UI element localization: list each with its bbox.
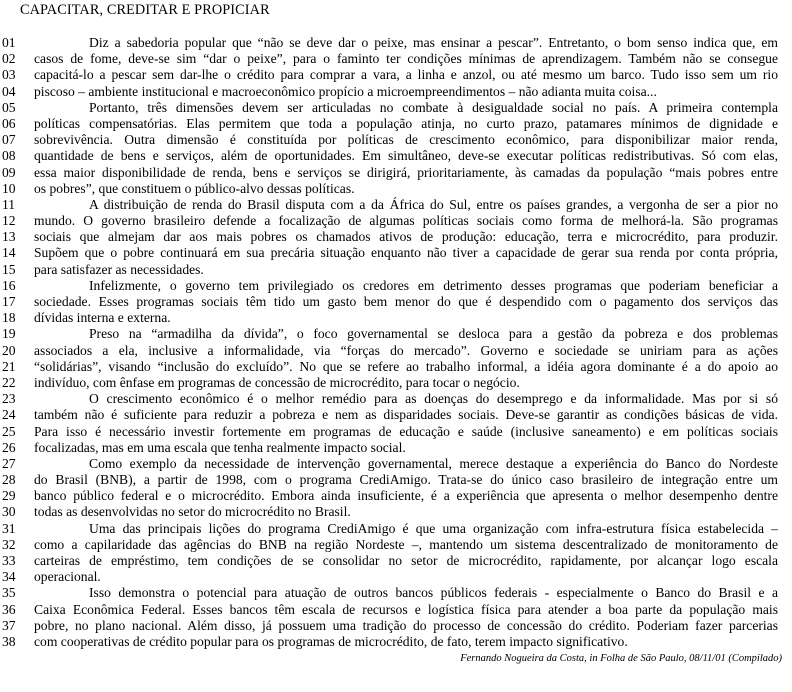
line-number: 36: [2, 601, 16, 617]
line-text: dívidas interna e externa.: [34, 310, 171, 326]
line-text: Supõem que o pobre continuará em sua precária situação enquanto não tiver a capacidade de gerar sua renda por conta própria,: [34, 245, 778, 261]
line-text: Infelizmente, o governo tem privilegiado os credores em detrimento desses programas que poderiam beneficiar a: [89, 277, 778, 293]
text-line: [0, 521, 792, 537]
line-text: sociais que almejam dar aos mais pobres os chamados ativos de produção: educação, terra e microcrédito, para produzir.: [34, 229, 778, 245]
line-text: com cooperativas de crédito popular para os programas de microcrédito, de fato, terem impacto significativo.: [34, 633, 628, 649]
text-line: [0, 424, 792, 440]
line-number: 24: [2, 407, 16, 423]
text-line: [0, 116, 792, 132]
text-line: [0, 294, 792, 310]
text-line: [0, 229, 792, 245]
line-text: Caixa Econômica Federal. Esses bancos têm escala de recursos e logística física para atender a boa parte da população mais: [34, 601, 778, 617]
text-line: [0, 391, 792, 407]
text-line: [0, 634, 792, 650]
text-line: [0, 488, 792, 504]
line-text: sobrevivência. Outra dimensão é constituída por políticas de crescimento econômico, para disponibilizar maior renda,: [34, 132, 778, 148]
line-text: políticas compensatórias. Elas permitem que toda a população atinja, no curto prazo, patamares mínimos de dignidade e: [34, 115, 778, 131]
line-text: banco público federal e o microcrédito. Embora ainda insuficiente, é a experiência que apresenta o melhor desempenho dentre: [34, 488, 778, 504]
text-line: [0, 537, 792, 553]
line-number: 04: [2, 83, 16, 99]
text-line: [0, 262, 792, 278]
line-text: focalizadas, mas em uma escala que tenha realmente impacto social.: [34, 439, 406, 455]
line-number: 17: [2, 294, 16, 309]
line-text: operacional.: [34, 569, 101, 585]
line-text: carteiras de empréstimo, tem condições de se consolidar no setor de microcrédito, rapidamente, por alcançar logo escala: [34, 553, 778, 568]
text-line: [0, 472, 792, 488]
line-number: 01: [2, 35, 16, 50]
line-text: todas as desenvolvidas no setor do microcrédito no Brasil.: [34, 504, 351, 520]
line-text: O crescimento econômico é o melhor remédio para as doenças do desemprego e da informalidade. Mas por si só: [89, 391, 778, 407]
line-number: 02: [2, 51, 16, 67]
line-number: 08: [2, 148, 16, 164]
line-number: 05: [2, 99, 16, 115]
line-number: 15: [2, 261, 16, 277]
line-text: os pobres”, que constituem o público-alvo dessas políticas.: [34, 180, 355, 196]
line-number: 21: [2, 358, 16, 374]
line-text: essa maior disponibilidade de renda, bens e serviços se dirigirá, prioritariamente, às camadas da população “mais pobres entre: [34, 164, 778, 180]
text-line: [0, 553, 792, 569]
line-text: mundo. O governo brasileiro defende a focalização de algumas políticas sociais como forma de melhorá-la. São programas: [34, 213, 778, 229]
line-number: 14: [2, 245, 16, 261]
line-text: A distribuição de renda do Brasil disputa com a da África do Sul, entre os países grandes, a vergonha de ser a pior no: [89, 196, 778, 212]
line-number: 29: [2, 488, 16, 504]
text-line: [0, 197, 792, 213]
text-line: [0, 51, 792, 67]
text-line: [0, 618, 792, 634]
text-line: [0, 504, 792, 520]
line-number: 32: [2, 536, 16, 552]
line-number: 28: [2, 472, 16, 488]
line-number: 34: [2, 569, 16, 585]
line-number: 06: [2, 115, 16, 131]
text-line: [0, 100, 792, 116]
line-text: associados a ela, inclusive a informalidade, via “forças do mercado”. Governo e sociedade se uniriam para as ações: [34, 342, 778, 358]
text-line: [0, 359, 792, 375]
line-number: 10: [2, 180, 16, 196]
line-text: Isso demonstra o potencial para atuação de outros bancos públicos federais - especialmente o Banco do Brasil e a: [89, 585, 778, 601]
text-line: [0, 602, 792, 618]
text-line: [0, 310, 792, 326]
line-text: Diz a sabedoria popular que “não se deve dar o peixe, mas ensinar a pescar”. Entretanto, o bom senso indica que, em: [89, 35, 778, 50]
text-line: [0, 278, 792, 294]
text-line: [0, 245, 792, 261]
line-number: 22: [2, 374, 16, 390]
text-line: [0, 181, 792, 197]
line-text: como a capilaridade das agências do BNB na região Nordeste –, mantendo um sistema descentralizado de monitoramento de: [34, 536, 778, 552]
line-number: 19: [2, 326, 16, 342]
text-line: [0, 585, 792, 601]
text-line: [0, 35, 792, 51]
line-number: 23: [2, 391, 16, 407]
line-number: 09: [2, 164, 16, 180]
text-line: [0, 343, 792, 359]
line-number: 07: [2, 132, 16, 148]
line-number: 33: [2, 553, 16, 568]
line-text: casos de fome, deve-se sim “dar o peixe”, para o faminto ter condições mínimas de aprendizagem. Também não se consegue: [34, 51, 778, 67]
text-line: [0, 213, 792, 229]
source-credit: Fernando Nogueira da Costa, in Folha de São Paulo, 08/11/01 (Compilado): [460, 653, 782, 664]
text-line: [0, 84, 792, 100]
text-line: [0, 132, 792, 148]
line-number: 12: [2, 213, 16, 229]
line-text: pobre, no plano nacional. Além disso, já possuem uma tradição do processo de concessão do crédito. Poderiam fazer parcerias: [34, 617, 778, 633]
text-line: [0, 569, 792, 585]
line-number: 25: [2, 423, 16, 439]
line-text: Preso na “armadilha da dívida”, o foco governamental se desloca para a gestão da pobreza e dos problemas: [89, 326, 778, 342]
line-text: capacitá-lo a pescar sem dar-lhe o crédito para comprar a vara, a linha e anzol, ou até mesmo um barco. Tudo isso sem um rio: [34, 67, 778, 83]
text-line: [0, 165, 792, 181]
line-number: 38: [2, 633, 16, 649]
text-line: [0, 67, 792, 83]
line-number: 11: [2, 196, 16, 212]
line-text: Uma das principais lições do programa CrediAmigo é que uma organização com infra-estrutura física estabelecida –: [89, 520, 778, 536]
line-text: Portanto, três dimensões devem ser articuladas no combate à desigualdade social no país. A primeira contempla: [89, 99, 778, 115]
line-text: Como exemplo da necessidade de intervenção governamental, merece destaque a experiência do Banco do Nordeste: [89, 455, 778, 471]
line-number: 31: [2, 520, 16, 536]
line-number: 26: [2, 439, 16, 455]
line-text: Para isso é necessário investir fortemente em programas de educação e saúde (inclusive saneamento) e em políticas sociais: [34, 423, 778, 439]
text-line: [0, 148, 792, 164]
text-line: [0, 456, 792, 472]
line-text: sociedade. Esses programas sociais têm tido um gasto bem menor do que é despendido com o pagamento dos serviços das: [34, 294, 778, 309]
line-text: indivíduo, com ênfase em programas de concessão de microcrédito, para tocar o negócio.: [34, 374, 520, 390]
line-number: 30: [2, 504, 16, 520]
line-text: quantidade de bens e serviços, além de oportunidades. Em simultâneo, deve-se executar políticas redistributivas. Só com elas,: [34, 148, 778, 164]
line-number: 20: [2, 342, 16, 358]
line-number: 37: [2, 617, 16, 633]
line-number: 27: [2, 455, 16, 471]
line-text: também não é suficiente para reduzir a pobreza e nem as disparidades sociais. Deve-se garantir as condições básicas de vida.: [34, 407, 778, 423]
line-number: 03: [2, 67, 16, 83]
line-number: 13: [2, 229, 16, 245]
text-line: [0, 440, 792, 456]
line-number: 35: [2, 585, 16, 601]
numbered-text-body: [0, 35, 792, 650]
line-text: “solidárias”, visando “inclusão do excluído”. No que se refere ao trabalho informal, a idéia agora dominante é a do apoio ao: [34, 358, 778, 374]
line-text: do Brasil (BNB), a partir de 1998, com o programa CrediAmigo. Trata-se do único caso brasileiro de integração entre um: [34, 472, 778, 488]
document-title: CAPACITAR, CREDITAR E PROPICIAR: [20, 2, 270, 18]
line-number: 18: [2, 310, 16, 326]
text-line: [0, 375, 792, 391]
text-line: [0, 326, 792, 342]
line-number: 16: [2, 277, 16, 293]
line-text: para satisfazer as necessidades.: [34, 261, 204, 277]
line-text: piscoso – ambiente institucional e macroeconômico propício a microempreendimentos – não adianta muita coisa...: [34, 83, 657, 99]
text-line: [0, 407, 792, 423]
